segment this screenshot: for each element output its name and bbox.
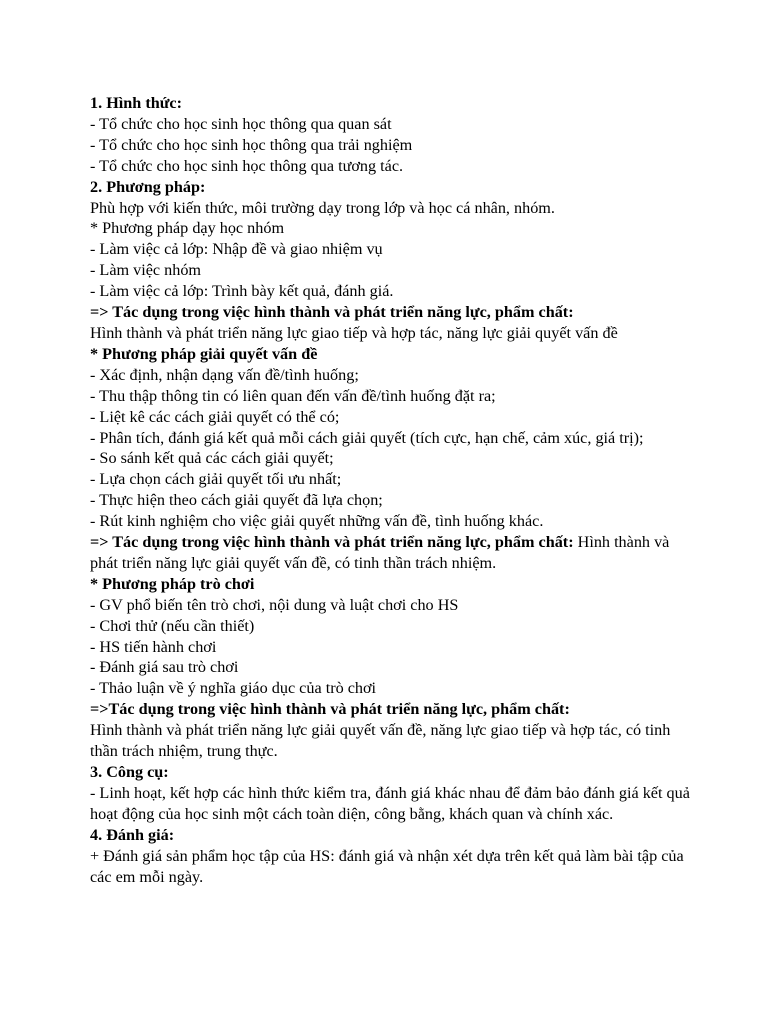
heading-cong-cu: 3. Công cụ: — [90, 763, 169, 781]
list-item: - Làm việc cả lớp: Nhập đề và giao nhiệm vụ — [90, 240, 383, 259]
list-item: - Xác định, nhận dạng vấn đề/tình huống; — [90, 365, 359, 384]
list-item: - HS tiến hành chơi — [90, 637, 217, 656]
subheading-tro-choi: * Phương pháp trò chơi — [90, 574, 255, 593]
subheading-day-hoc-nhom: * Phương pháp dạy học nhóm — [90, 219, 285, 238]
effect-text: Hình thành và phát triển năng lực giải quyết vấn đề, có tinh thần trách nhiệm. — [90, 533, 670, 572]
list-item: - Lựa chọn cách giải quyết tối ưu nhất; — [90, 470, 342, 489]
list-item: - Làm việc cả lớp: Trình bày kết quả, đánh giá. — [90, 282, 394, 301]
list-item: - So sánh kết quả các cách giải quyết; — [90, 449, 334, 468]
effect-paragraph — [90, 532, 690, 574]
effect-heading: =>Tác dụng trong việc hình thành và phát triển năng lực, phẩm chất: — [90, 700, 570, 719]
list-item: - Tổ chức cho học sinh học thông qua quan sát — [90, 114, 392, 133]
heading-hinh-thuc: 1. Hình thức: — [90, 94, 183, 112]
list-item: - Tổ chức cho học sinh học thông qua tương tác. — [90, 156, 404, 175]
list-item: - Làm việc nhóm — [90, 261, 202, 280]
list-item: - Liệt kê các cách giải quyết có thể có; — [90, 407, 340, 426]
list-item: - Chơi thử (nếu cần thiết) — [90, 616, 255, 635]
effect-heading-inline: => Tác dụng trong việc hình thành và phát triển năng lực, phẩm chất: — [90, 533, 574, 552]
paragraph: Hình thành và phát triển năng lực giao tiếp và hợp tác, năng lực giải quyết vấn đề — [90, 323, 618, 342]
heading-danh-gia: 4. Đánh giá: — [90, 825, 175, 844]
list-item: - Tổ chức cho học sinh học thông qua trải nghiệm — [90, 135, 413, 154]
list-item: - Thảo luận về ý nghĩa giáo dục của trò chơi — [90, 679, 377, 698]
list-item: - GV phổ biến tên trò chơi, nội dung và luật chơi cho HS — [90, 595, 459, 614]
effect-heading: => Tác dụng trong việc hình thành và phát triển năng lực, phẩm chất: — [90, 303, 574, 322]
list-item: - Đánh giá sau trò chơi — [90, 658, 239, 677]
list-item: - Thực hiện theo cách giải quyết đã lựa chọn; — [90, 491, 383, 510]
paragraph: Phù hợp với kiến thức, môi trường dạy trong lớp và học cá nhân, nhóm. — [90, 198, 555, 217]
list-item: - Phân tích, đánh giá kết quả mỗi cách giải quyết (tích cực, hạn chế, cảm xúc, giá trị); — [90, 428, 644, 447]
paragraph: Hình thành và phát triển năng lực giải quyết vấn đề, năng lực giao tiếp và hợp tác, có tinh thần trách nhiệm, trung thực. — [90, 721, 671, 761]
list-item: - Rút kinh nghiệm cho việc giải quyết những vấn đề, tình huống khác. — [90, 512, 544, 531]
paragraph: + Đánh giá sản phẩm học tập của HS: đánh giá và nhận xét dựa trên kết quả làm bài tập của các em mỗi ngày. — [90, 846, 684, 886]
paragraph: - Linh hoạt, kết hợp các hình thức kiểm tra, đánh giá khác nhau để đảm bảo đánh giá kết quả hoạt động của học sinh một cách toàn diện, công bằng, khách quan và chính xác. — [90, 783, 690, 823]
subheading-giai-quyet-van-de: * Phương pháp giải quyết vấn đề — [90, 344, 318, 363]
document-page — [90, 93, 690, 887]
heading-phuong-phap: 2. Phương pháp: — [90, 177, 206, 196]
list-item: - Thu thập thông tin có liên quan đến vấn đề/tình huống đặt ra; — [90, 386, 496, 405]
